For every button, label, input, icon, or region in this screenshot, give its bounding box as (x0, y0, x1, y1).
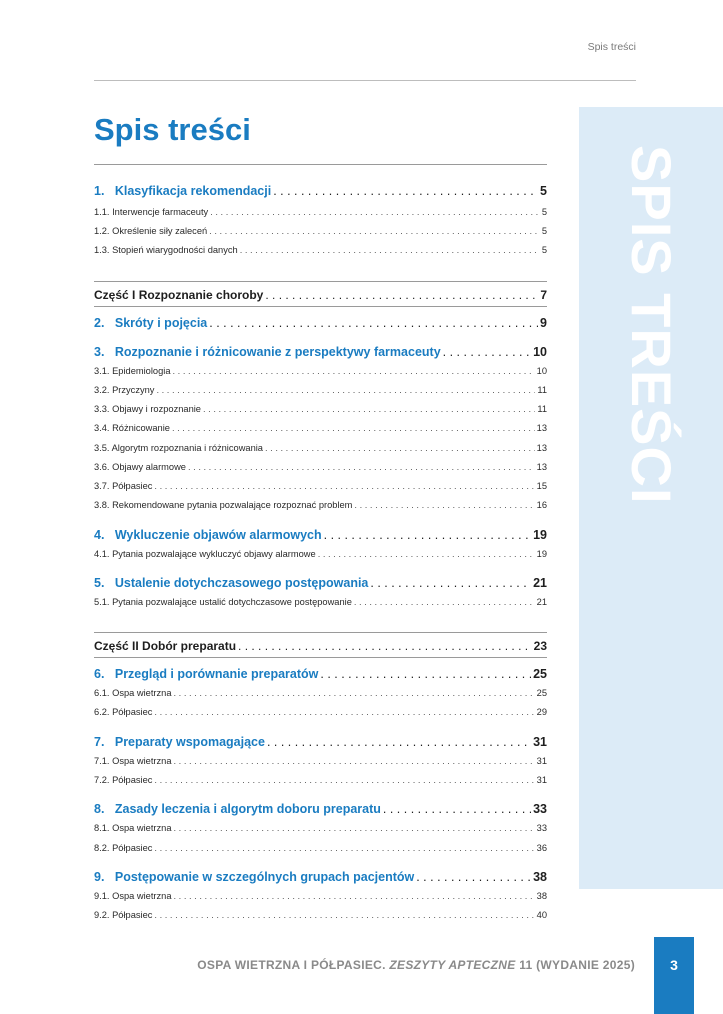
footer-issue: 11 (WYDANIE 2025) (519, 958, 635, 972)
toc-page: 23 (533, 639, 547, 653)
toc-page: 15 (536, 481, 547, 491)
leader-dots (209, 226, 540, 236)
toc-section-label: Wykluczenie objawów alarmowych (114, 528, 322, 542)
toc-section-label: Zasady leczenia i algorytm doboru preparatu (114, 802, 381, 816)
leader-dots (318, 549, 535, 559)
toc-section-label: Preparaty wspomagające (114, 735, 265, 749)
leader-dots (210, 207, 540, 217)
leader-dots (265, 288, 538, 302)
toc-page: 21 (533, 576, 547, 590)
toc-section-number: 5. (94, 576, 105, 590)
toc-section-8[interactable] (94, 802, 547, 816)
leader-dots (188, 462, 535, 472)
leader-dots (154, 775, 534, 785)
toc-page: 19 (536, 549, 547, 559)
toc-subsection[interactable] (94, 597, 547, 607)
leader-dots (154, 843, 534, 853)
toc-section-number: 2. (94, 316, 105, 330)
leader-dots (267, 735, 531, 749)
toc-page: 13 (536, 423, 547, 433)
toc-subsection[interactable] (94, 366, 547, 376)
toc-subsection[interactable] (94, 688, 547, 698)
header-rule (94, 80, 636, 81)
toc-section-9[interactable] (94, 870, 547, 884)
toc-subsection-label: 1.3. Stopień wiarygodności danych (94, 245, 238, 255)
part-rule (94, 632, 547, 633)
toc-section-number: 8. (94, 802, 105, 816)
leader-dots (174, 891, 535, 901)
leader-dots (174, 688, 535, 698)
footer-title: OSPA WIETRZNA I PÓŁPASIEC. (197, 958, 386, 972)
toc-section-2[interactable] (94, 316, 547, 330)
leader-dots (174, 823, 535, 833)
toc-page: 10 (536, 366, 547, 376)
toc-subsection[interactable] (94, 226, 547, 236)
leader-dots (240, 245, 540, 255)
leader-dots (416, 870, 531, 884)
toc-subsection-label: 7.2. Półpasiec (94, 775, 153, 785)
toc-subsection-label: 3.7. Półpasiec (94, 481, 153, 491)
toc-subsection[interactable] (94, 823, 547, 833)
toc-page: 31 (533, 735, 547, 749)
toc-section-number: 7. (94, 735, 105, 749)
toc-page: 25 (533, 667, 547, 681)
leader-dots (265, 443, 535, 453)
leader-dots (209, 316, 538, 330)
toc-section-label: Przegląd i porównanie preparatów (114, 667, 319, 681)
toc-page: 19 (533, 528, 547, 542)
toc-subsection-label: 9.2. Półpasiec (94, 910, 153, 920)
toc-subsection[interactable] (94, 549, 547, 559)
toc-page: 36 (536, 843, 547, 853)
toc-subsection-label: 3.5. Algorytm rozpoznania i różnicowania (94, 443, 263, 453)
toc-section-number: 9. (94, 870, 105, 884)
title-rule (94, 164, 547, 165)
leader-dots (173, 366, 535, 376)
leader-dots (370, 576, 531, 590)
part-rule (94, 306, 547, 307)
toc-subsection-label: 6.2. Półpasiec (94, 707, 153, 717)
toc-page: 10 (533, 345, 547, 359)
toc-subsection[interactable] (94, 207, 547, 217)
toc-section-number: 4. (94, 528, 105, 542)
leader-dots (156, 385, 535, 395)
toc-subsection[interactable] (94, 775, 547, 785)
toc-subsection[interactable] (94, 756, 547, 766)
toc-subsection[interactable] (94, 891, 547, 901)
toc-section-5[interactable] (94, 576, 547, 590)
leader-dots (203, 404, 535, 414)
toc-page: 40 (536, 910, 547, 920)
toc-subsection[interactable] (94, 843, 547, 853)
toc-section-label: Skróty i pojęcia (114, 316, 208, 330)
toc-subsection-label: 3.3. Objawy i rozpoznanie (94, 404, 201, 414)
running-head: Spis treści (587, 41, 636, 53)
toc-part-label: Część II Dobór preparatu (94, 639, 237, 653)
toc-section-3[interactable] (94, 345, 547, 359)
leader-dots (324, 528, 531, 542)
toc-page: 29 (536, 707, 547, 717)
toc-section-number: 1. (94, 184, 105, 198)
footer-series: ZESZYTY APTECZNE (389, 958, 516, 972)
toc-subsection[interactable] (94, 443, 547, 453)
leader-dots (383, 802, 531, 816)
side-label: SPIS TREŚCI (620, 145, 683, 505)
toc-subsection[interactable] (94, 462, 547, 472)
leader-dots (154, 481, 534, 491)
toc-page: 25 (536, 688, 547, 698)
toc-page: 16 (536, 500, 547, 510)
toc-page: 5 (541, 245, 547, 255)
toc-page: 38 (533, 870, 547, 884)
leader-dots (443, 345, 531, 359)
toc-page: 11 (537, 385, 547, 395)
page-number: 3 (670, 957, 678, 973)
toc-subsection-label: 4.1. Pytania pozwalające wykluczyć objawy alarmowe (94, 549, 316, 559)
toc-subsection[interactable] (94, 910, 547, 920)
toc-subsection-label: 7.1. Ospa wietrzna (94, 756, 172, 766)
toc-section-number: 6. (94, 667, 105, 681)
leader-dots (154, 707, 534, 717)
toc-page: 33 (533, 802, 547, 816)
leader-dots (320, 667, 531, 681)
part-rule (94, 281, 547, 282)
toc-section-6[interactable] (94, 667, 547, 681)
toc-page: 5 (541, 207, 547, 217)
toc-page: 31 (536, 775, 547, 785)
toc-subsection-label: 3.8. Rekomendowane pytania pozwalające rozpoznać problem (94, 500, 353, 510)
toc-page: 21 (536, 597, 547, 607)
toc-page: 11 (537, 404, 547, 414)
toc-page: 31 (536, 756, 547, 766)
toc-section-label: Klasyfikacja rekomendacji (114, 184, 272, 198)
leader-dots (172, 423, 535, 433)
toc-subsection-label: 1.1. Interwencje farmaceuty (94, 207, 209, 217)
toc-subsection-label: 8.1. Ospa wietrzna (94, 823, 172, 833)
toc-subsection-label: 3.1. Epidemiologia (94, 366, 171, 376)
toc-page: 13 (536, 443, 547, 453)
toc-subsection[interactable] (94, 404, 547, 414)
footer-publication (197, 958, 635, 972)
toc-subsection-label: 3.2. Przyczyny (94, 385, 155, 395)
toc-subsection-label: 3.4. Różnicowanie (94, 423, 170, 433)
toc-subsection[interactable] (94, 707, 547, 717)
toc-part-1[interactable] (94, 288, 547, 302)
toc-page: 33 (536, 823, 547, 833)
toc-page: 9 (540, 316, 547, 330)
part-rule (94, 657, 547, 658)
page-title: Spis treści (94, 112, 251, 147)
toc-part-2[interactable] (94, 639, 547, 653)
toc-section-1[interactable] (94, 184, 547, 198)
toc-section-label: Postępowanie w szczególnych grupach pacjentów (114, 870, 415, 884)
toc-page: 38 (536, 891, 547, 901)
toc-subsection-label: 3.6. Objawy alarmowe (94, 462, 186, 472)
toc-section-label: Ustalenie dotychczasowego postępowania (114, 576, 369, 590)
toc-section-7[interactable] (94, 735, 547, 749)
toc-subsection-label: 9.1. Ospa wietrzna (94, 891, 172, 901)
toc-page: 5 (541, 226, 547, 236)
toc-page: 5 (540, 184, 547, 198)
leader-dots (354, 597, 535, 607)
toc-part-label: Część I Rozpoznanie choroby (94, 288, 264, 302)
leader-dots (154, 910, 534, 920)
toc-section-label: Rozpoznanie i różnicowanie z perspektywy farmaceuty (114, 345, 441, 359)
page-number-box (654, 937, 694, 1014)
toc-subsection[interactable] (94, 385, 547, 395)
toc-subsection-label: 6.1. Ospa wietrzna (94, 688, 172, 698)
toc-section-4[interactable] (94, 528, 547, 542)
leader-dots (273, 184, 538, 198)
toc-section-number: 3. (94, 345, 105, 359)
leader-dots (174, 756, 535, 766)
toc-subsection-label: 8.2. Półpasiec (94, 843, 153, 853)
toc-page: 13 (536, 462, 547, 472)
leader-dots (354, 500, 534, 510)
toc-subsection-label: 5.1. Pytania pozwalające ustalić dotychczasowe postępowanie (94, 597, 352, 607)
toc-page: 7 (540, 288, 547, 302)
toc-subsection[interactable] (94, 245, 547, 255)
leader-dots (238, 639, 532, 653)
toc-subsection-label: 1.2. Określenie siły zaleceń (94, 226, 208, 236)
toc-subsection[interactable] (94, 500, 547, 510)
toc-subsection[interactable] (94, 481, 547, 491)
toc-subsection[interactable] (94, 423, 547, 433)
